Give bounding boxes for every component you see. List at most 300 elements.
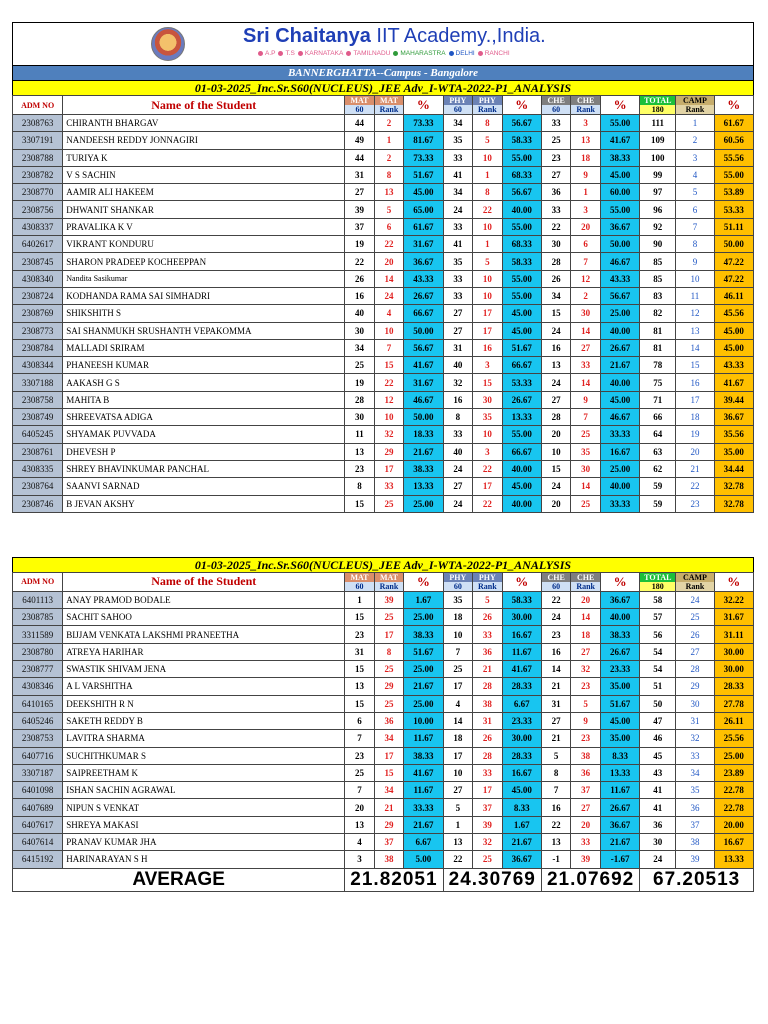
che-percent: 38.33	[600, 626, 639, 643]
col-adm-no	[13, 572, 63, 591]
che-rank: 33	[571, 833, 601, 850]
phy-marks: 4	[443, 695, 473, 712]
mat-percent: 56.67	[404, 339, 443, 356]
mat-percent: 50.00	[404, 322, 443, 339]
che-rank: 14	[571, 609, 601, 626]
table-row	[13, 443, 754, 460]
adm-no: 3307191	[13, 132, 63, 149]
mat-percent: 38.33	[404, 747, 443, 764]
mat-percent: 50.00	[404, 409, 443, 426]
phy-marks: 27	[443, 322, 473, 339]
che-rank: 7	[571, 409, 601, 426]
che-rank: 1	[571, 184, 601, 201]
phy-rank: 38	[473, 695, 503, 712]
total-marks: 81	[640, 339, 676, 356]
mat-marks: 1	[345, 591, 375, 608]
final-percent: 16.67	[714, 833, 753, 850]
mat-marks: 4	[345, 833, 375, 850]
final-percent: 22.78	[714, 799, 753, 816]
col-total-label: 180	[640, 105, 675, 114]
che-percent: 40.00	[600, 609, 639, 626]
total-marks: 97	[640, 184, 676, 201]
mat-marks: 15	[345, 695, 375, 712]
mat-rank: 10	[374, 322, 404, 339]
student-name: PRANAV KUMAR JHA	[63, 833, 345, 850]
final-percent: 35.56	[714, 426, 753, 443]
col-student-name-label: Name of the Student	[151, 97, 257, 112]
phy-rank: 5	[473, 591, 503, 608]
col-che-percent	[600, 96, 639, 115]
student-name: HARINARAYAN S H	[63, 851, 345, 868]
che-rank: 14	[571, 374, 601, 391]
che-percent: 36.67	[600, 591, 639, 608]
camp-rank: 17	[676, 391, 714, 408]
phy-percent: 55.00	[502, 149, 541, 166]
che-marks: 21	[541, 678, 571, 695]
state-list	[258, 50, 513, 57]
table-row	[13, 764, 754, 781]
col-mat-rank-label: MAT	[375, 573, 404, 582]
mat-rank: 17	[374, 747, 404, 764]
adm-no: 2308782	[13, 166, 63, 183]
mat-rank: 5	[374, 201, 404, 218]
che-percent: 26.67	[600, 339, 639, 356]
col-che-rank-label: CHE	[571, 96, 600, 105]
bullet-icon	[393, 51, 398, 56]
col-final-percent-label: %	[727, 573, 741, 589]
camp-rank: 23	[676, 495, 714, 512]
col-mat-percent	[404, 572, 443, 591]
camp-rank: 16	[676, 374, 714, 391]
mat-rank: 2	[374, 115, 404, 132]
phy-percent: 66.67	[502, 357, 541, 374]
final-percent: 30.00	[714, 643, 753, 660]
student-name: SACHIT SAHOO	[63, 609, 345, 626]
camp-rank: 3	[676, 149, 714, 166]
col-total	[640, 96, 676, 115]
student-name: B JEVAN AKSHY	[63, 495, 345, 512]
student-name: SHARON PRADEEP KOCHEEPPAN	[63, 253, 345, 270]
col-phy-marks	[443, 96, 473, 115]
total-marks: 99	[640, 166, 676, 183]
che-rank: 3	[571, 201, 601, 218]
adm-no: 2308724	[13, 287, 63, 304]
total-marks: 59	[640, 478, 676, 495]
mat-rank: 25	[374, 609, 404, 626]
mat-percent: 51.67	[404, 643, 443, 660]
phy-marks: 33	[443, 426, 473, 443]
phy-marks: 41	[443, 166, 473, 183]
camp-rank: 6	[676, 201, 714, 218]
phy-percent: 53.33	[502, 374, 541, 391]
final-percent: 51.11	[714, 218, 753, 235]
che-rank: 9	[571, 391, 601, 408]
mat-rank: 38	[374, 851, 404, 868]
mat-rank: 15	[374, 764, 404, 781]
mat-marks: 37	[345, 218, 375, 235]
mat-marks: 23	[345, 626, 375, 643]
camp-rank: 34	[676, 764, 714, 781]
che-marks: 34	[541, 287, 571, 304]
results-table-1	[12, 95, 754, 513]
student-name: Nandita Sasikumar	[63, 270, 345, 287]
table-row	[13, 253, 754, 270]
che-marks: 30	[541, 236, 571, 253]
mat-marks: 13	[345, 816, 375, 833]
phy-marks: 10	[443, 626, 473, 643]
che-percent: 56.67	[600, 287, 639, 304]
che-rank: 6	[571, 236, 601, 253]
mat-rank: 24	[374, 287, 404, 304]
total-marks: 109	[640, 132, 676, 149]
total-marks: 75	[640, 374, 676, 391]
phy-percent: 45.00	[502, 322, 541, 339]
che-marks: 22	[541, 218, 571, 235]
institute-header	[12, 22, 754, 65]
mat-percent: 18.33	[404, 426, 443, 443]
student-name: ISHAN SACHIN AGRAWAL	[63, 782, 345, 799]
phy-percent: 16.67	[502, 626, 541, 643]
col-mat-percent-label: %	[416, 97, 430, 112]
mat-percent: 61.67	[404, 218, 443, 235]
che-marks: 8	[541, 764, 571, 781]
mat-marks: 27	[345, 184, 375, 201]
mat-marks: 15	[345, 661, 375, 678]
final-percent: 34.44	[714, 460, 753, 477]
che-rank: 13	[571, 132, 601, 149]
average-che: 21.07692	[541, 868, 639, 891]
che-percent: 36.67	[600, 816, 639, 833]
table-row	[13, 166, 754, 183]
che-marks: 22	[541, 591, 571, 608]
mat-percent: 25.00	[404, 495, 443, 512]
phy-rank: 3	[473, 357, 503, 374]
che-marks: 31	[541, 695, 571, 712]
table-row	[13, 357, 754, 374]
mat-rank: 15	[374, 357, 404, 374]
mat-percent: 31.67	[404, 374, 443, 391]
che-marks: 20	[541, 426, 571, 443]
che-percent: -1.67	[600, 851, 639, 868]
final-percent: 36.67	[714, 409, 753, 426]
total-marks: 64	[640, 426, 676, 443]
student-name: CHIRANTH BHARGAV	[63, 115, 345, 132]
table-row	[13, 816, 754, 833]
phy-rank: 8	[473, 115, 503, 132]
che-rank: 12	[571, 270, 601, 287]
final-percent: 60.56	[714, 132, 753, 149]
col-adm-no-label: ADM NO	[21, 577, 55, 587]
mat-rank: 13	[374, 184, 404, 201]
adm-no: 2308770	[13, 184, 63, 201]
col-mat-percent	[404, 96, 443, 115]
final-percent: 32.78	[714, 495, 753, 512]
che-rank: 39	[571, 851, 601, 868]
mat-percent: 73.33	[404, 149, 443, 166]
mat-marks: 25	[345, 357, 375, 374]
che-rank: 25	[571, 426, 601, 443]
mat-marks: 16	[345, 287, 375, 304]
student-name: ATREYA HARIHAR	[63, 643, 345, 660]
student-name: SHYAMAK PUVVADA	[63, 426, 345, 443]
mat-marks: 31	[345, 643, 375, 660]
col-phy-marks	[443, 572, 473, 591]
col-student-name	[63, 96, 345, 115]
phy-rank: 26	[473, 730, 503, 747]
final-percent: 45.00	[714, 339, 753, 356]
table-row	[13, 643, 754, 660]
camp-rank: 18	[676, 409, 714, 426]
mat-marks: 26	[345, 270, 375, 287]
total-marks: 47	[640, 712, 676, 729]
col-phy-marks-label: PHY	[444, 96, 473, 105]
che-rank: 9	[571, 166, 601, 183]
che-marks: 33	[541, 115, 571, 132]
table-row	[13, 609, 754, 626]
phy-rank: 3	[473, 443, 503, 460]
phy-percent: 55.00	[502, 270, 541, 287]
camp-rank: 25	[676, 609, 714, 626]
che-rank: 30	[571, 305, 601, 322]
phy-percent: 68.33	[502, 236, 541, 253]
state-item: TAMILNADU	[346, 50, 390, 57]
phy-marks: 35	[443, 253, 473, 270]
mat-percent: 36.67	[404, 253, 443, 270]
che-marks: 15	[541, 305, 571, 322]
che-percent: 46.67	[600, 253, 639, 270]
che-percent: 21.67	[600, 357, 639, 374]
exam-title-bar: 01-03-2025_Inc.Sr.S60(NUCLEUS)_JEE Adv_I-WTA-2022-P1_ANALYSIS	[12, 80, 754, 95]
col-mat-rank	[374, 96, 404, 115]
student-name: DHWANIT SHANKAR	[63, 201, 345, 218]
adm-no: 6405245	[13, 426, 63, 443]
mat-marks: 34	[345, 339, 375, 356]
mat-rank: 8	[374, 643, 404, 660]
camp-rank: 39	[676, 851, 714, 868]
phy-rank: 28	[473, 678, 503, 695]
col-mat-rank	[374, 572, 404, 591]
mat-percent: 21.67	[404, 443, 443, 460]
final-percent: 22.78	[714, 782, 753, 799]
phy-percent: 16.67	[502, 764, 541, 781]
mat-marks: 15	[345, 495, 375, 512]
institute-name-main: Sri Chaitanya	[243, 25, 371, 47]
che-marks: -1	[541, 851, 571, 868]
table-row	[13, 678, 754, 695]
mat-rank: 12	[374, 391, 404, 408]
col-phy-marks-label: 60	[444, 105, 473, 114]
final-percent: 31.67	[714, 609, 753, 626]
table-row	[13, 201, 754, 218]
total-marks: 50	[640, 695, 676, 712]
col-camp-rank-label: Rank	[676, 582, 713, 591]
che-percent: 8.33	[600, 747, 639, 764]
result-sheet	[12, 22, 754, 892]
phy-marks: 10	[443, 764, 473, 781]
camp-rank: 13	[676, 322, 714, 339]
camp-rank: 29	[676, 678, 714, 695]
student-name: NIPUN S VENKAT	[63, 799, 345, 816]
total-marks: 54	[640, 661, 676, 678]
che-marks: 16	[541, 799, 571, 816]
phy-rank: 28	[473, 747, 503, 764]
che-percent: 25.00	[600, 305, 639, 322]
che-marks: 13	[541, 833, 571, 850]
student-name: BIJJAM VENKATA LAKSHMI PRANEETHA	[63, 626, 345, 643]
col-che-marks-label: CHE	[542, 96, 571, 105]
phy-marks: 41	[443, 236, 473, 253]
col-che-percent-label: %	[613, 573, 627, 589]
phy-rank: 10	[473, 149, 503, 166]
final-percent: 25.00	[714, 747, 753, 764]
phy-percent: 6.67	[502, 695, 541, 712]
camp-rank: 4	[676, 166, 714, 183]
phy-percent: 55.00	[502, 426, 541, 443]
col-phy-rank	[473, 96, 503, 115]
adm-no: 2308763	[13, 115, 63, 132]
mat-marks: 6	[345, 712, 375, 729]
total-marks: 46	[640, 730, 676, 747]
phy-rank: 17	[473, 478, 503, 495]
results-table-2	[12, 572, 754, 892]
mat-marks: 44	[345, 149, 375, 166]
mat-percent: 66.67	[404, 305, 443, 322]
total-marks: 24	[640, 851, 676, 868]
phy-rank: 8	[473, 184, 503, 201]
final-percent: 32.22	[714, 591, 753, 608]
mat-marks: 20	[345, 799, 375, 816]
total-marks: 36	[640, 816, 676, 833]
student-name: SAI SHANMUKH SRUSHANTH VEPAKOMMA	[63, 322, 345, 339]
mat-percent: 38.33	[404, 626, 443, 643]
mat-marks: 3	[345, 851, 375, 868]
mat-rank: 39	[374, 591, 404, 608]
phy-percent: 36.67	[502, 851, 541, 868]
mat-percent: 33.33	[404, 799, 443, 816]
mat-rank: 37	[374, 833, 404, 850]
table-row	[13, 115, 754, 132]
col-camp-rank-label: CAMP	[676, 96, 713, 105]
col-che-marks	[541, 572, 571, 591]
col-total	[640, 572, 676, 591]
mat-percent: 21.67	[404, 816, 443, 833]
phy-percent: 8.33	[502, 799, 541, 816]
adm-no: 4308335	[13, 460, 63, 477]
total-marks: 41	[640, 799, 676, 816]
student-name: SAANVI SARNAD	[63, 478, 345, 495]
che-marks: 16	[541, 339, 571, 356]
mat-rank: 25	[374, 661, 404, 678]
table-row	[13, 695, 754, 712]
state-item: KARNATAKA	[298, 50, 343, 57]
mat-percent: 38.33	[404, 460, 443, 477]
che-rank: 25	[571, 495, 601, 512]
mat-rank: 4	[374, 305, 404, 322]
phy-percent: 68.33	[502, 166, 541, 183]
camp-rank: 32	[676, 730, 714, 747]
phy-rank: 1	[473, 166, 503, 183]
phy-marks: 34	[443, 115, 473, 132]
che-percent: 45.00	[600, 166, 639, 183]
col-mat-marks-label: 60	[345, 105, 374, 114]
phy-rank: 39	[473, 816, 503, 833]
adm-no: 2308764	[13, 478, 63, 495]
col-mat-rank-label: Rank	[375, 105, 404, 114]
adm-no: 2308746	[13, 495, 63, 512]
adm-no: 6407689	[13, 799, 63, 816]
camp-rank: 14	[676, 339, 714, 356]
final-percent: 27.78	[714, 695, 753, 712]
col-phy-rank-label: Rank	[473, 582, 502, 591]
che-percent: 26.67	[600, 799, 639, 816]
final-percent: 20.00	[714, 816, 753, 833]
che-rank: 32	[571, 661, 601, 678]
mat-marks: 7	[345, 730, 375, 747]
phy-rank: 31	[473, 712, 503, 729]
phy-rank: 35	[473, 409, 503, 426]
phy-rank: 17	[473, 305, 503, 322]
col-phy-percent-label: %	[515, 97, 529, 112]
phy-rank: 17	[473, 322, 503, 339]
mat-percent: 25.00	[404, 609, 443, 626]
mat-percent: 1.67	[404, 591, 443, 608]
phy-percent: 40.00	[502, 495, 541, 512]
che-percent: 25.00	[600, 460, 639, 477]
che-rank: 23	[571, 678, 601, 695]
final-percent: 41.67	[714, 374, 753, 391]
phy-percent: 1.67	[502, 816, 541, 833]
final-percent: 50.00	[714, 236, 753, 253]
state-item: A.P	[258, 50, 275, 57]
phy-percent: 30.00	[502, 609, 541, 626]
mat-percent: 73.33	[404, 115, 443, 132]
phy-marks: 1	[443, 816, 473, 833]
phy-marks: 5	[443, 799, 473, 816]
adm-no: 2308788	[13, 149, 63, 166]
phy-marks: 34	[443, 184, 473, 201]
col-che-percent	[600, 572, 639, 591]
total-marks: 56	[640, 626, 676, 643]
table-row	[13, 833, 754, 850]
phy-percent: 21.67	[502, 833, 541, 850]
total-marks: 62	[640, 460, 676, 477]
total-marks: 58	[640, 591, 676, 608]
adm-no: 6405246	[13, 712, 63, 729]
final-percent: 53.89	[714, 184, 753, 201]
camp-rank: 27	[676, 643, 714, 660]
phy-marks: 18	[443, 609, 473, 626]
mat-rank: 10	[374, 409, 404, 426]
col-mat-marks-label: 60	[345, 582, 374, 591]
student-name: SHREEVATSA ADIGA	[63, 409, 345, 426]
average-label: AVERAGE	[13, 868, 345, 891]
mat-percent: 25.00	[404, 695, 443, 712]
che-marks: 23	[541, 149, 571, 166]
mat-rank: 21	[374, 799, 404, 816]
state-item: DELHI	[449, 50, 475, 57]
student-name: SUCHITHKUMAR S	[63, 747, 345, 764]
che-marks: 24	[541, 322, 571, 339]
mat-percent: 41.67	[404, 357, 443, 374]
adm-no: 2308769	[13, 305, 63, 322]
mat-rank: 29	[374, 816, 404, 833]
adm-no: 6410165	[13, 695, 63, 712]
mat-rank: 34	[374, 782, 404, 799]
phy-marks: 33	[443, 287, 473, 304]
col-che-marks-label: 60	[542, 105, 571, 114]
mat-percent: 21.67	[404, 678, 443, 695]
student-name: LAVITRA SHARMA	[63, 730, 345, 747]
